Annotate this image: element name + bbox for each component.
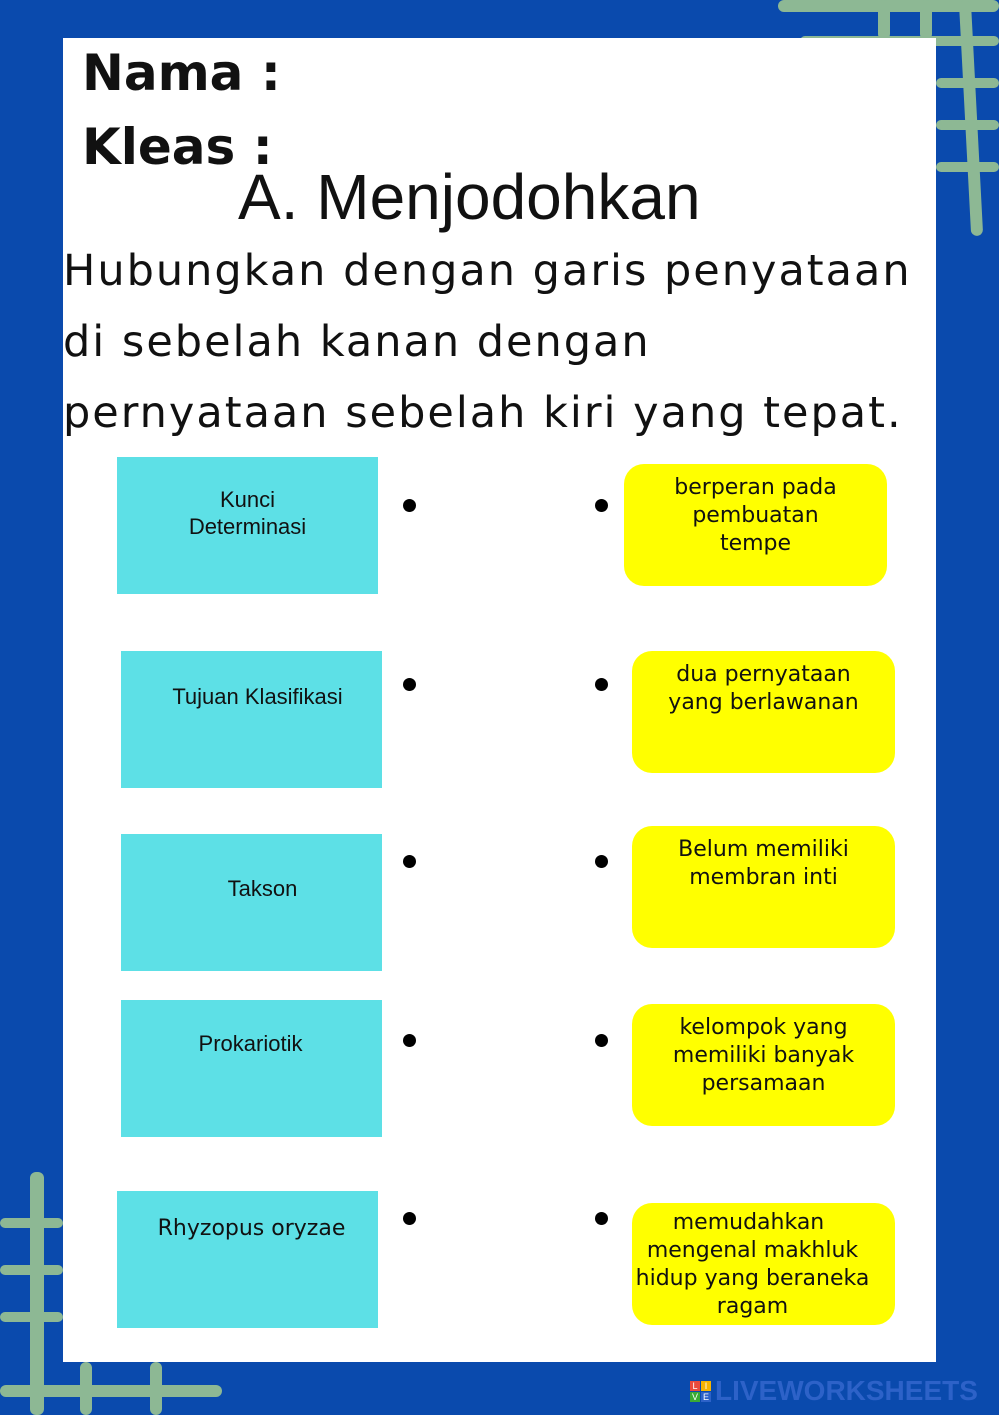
right-item-line: pembuatan <box>692 503 819 528</box>
right-item-line: mengenal makhluk <box>646 1238 859 1263</box>
left-connector-dot-1[interactable] <box>403 499 416 512</box>
right-item-line: hidup yang beraneka <box>635 1266 870 1291</box>
right-item-1 <box>624 464 887 586</box>
left-item-tujuan-klasifikasi <box>121 651 382 788</box>
right-connector-dot-2[interactable] <box>595 678 608 691</box>
left-item-label: Rhyzopus oryzae <box>157 1216 346 1241</box>
right-item-5 <box>632 1203 895 1325</box>
right-item-line: yang berlawanan <box>668 690 859 715</box>
right-item-line: memudahkan <box>672 1210 825 1235</box>
right-connector-dot-1[interactable] <box>595 499 608 512</box>
left-item-label: Tujuan Klasifikasi <box>172 684 343 709</box>
right-item-line: memiliki banyak <box>672 1043 855 1068</box>
right-connector-dot-4[interactable] <box>595 1034 608 1047</box>
left-connector-dot-3[interactable] <box>403 855 416 868</box>
right-item-3 <box>632 826 895 948</box>
left-item-prokariotik <box>121 1000 382 1137</box>
right-item-line: dua pernyataan <box>676 662 851 687</box>
left-connector-dot-4[interactable] <box>403 1034 416 1047</box>
section-title: A. Menjodohkan <box>238 161 701 233</box>
instruction-line: di sebelah kanan dengan <box>63 317 651 367</box>
right-item-line: ragam <box>716 1294 789 1319</box>
left-item-label: Kunci <box>219 487 276 512</box>
right-connector-dot-3[interactable] <box>595 855 608 868</box>
left-connector-dot-2[interactable] <box>403 678 416 691</box>
left-item-takson <box>121 834 382 971</box>
liveworksheets-logo-icon: L I V E <box>691 1380 709 1402</box>
right-item-line: Belum memiliki <box>678 837 849 862</box>
nama-label: Nama : <box>82 44 281 102</box>
instruction-line: Hubungkan dengan garis penyataan <box>63 246 912 296</box>
instruction-line: pernyataan sebelah kiri yang tepat. <box>63 388 903 438</box>
right-item-line: berperan pada <box>674 475 837 500</box>
kelas-label: Kleas : <box>82 118 273 176</box>
right-item-2 <box>632 651 895 773</box>
left-item-kunci-determinasi <box>117 457 378 594</box>
left-item-label: Takson <box>227 876 298 901</box>
liveworksheets-brand: LIVEWORKSHEETS <box>715 1375 978 1406</box>
right-item-line: tempe <box>719 531 792 556</box>
left-item-label: Prokariotik <box>198 1031 303 1056</box>
right-item-line: persamaan <box>701 1071 826 1096</box>
right-item-line: kelompok yang <box>679 1015 848 1040</box>
right-item-line: membran inti <box>689 865 838 890</box>
right-item-4 <box>632 1004 895 1126</box>
left-connector-dot-5[interactable] <box>403 1212 416 1225</box>
liveworksheets-footer <box>690 1375 978 1407</box>
left-item-label: Determinasi <box>188 514 307 539</box>
left-item-rhyzopus-oryzae <box>117 1191 378 1328</box>
instruction-text <box>63 236 943 449</box>
